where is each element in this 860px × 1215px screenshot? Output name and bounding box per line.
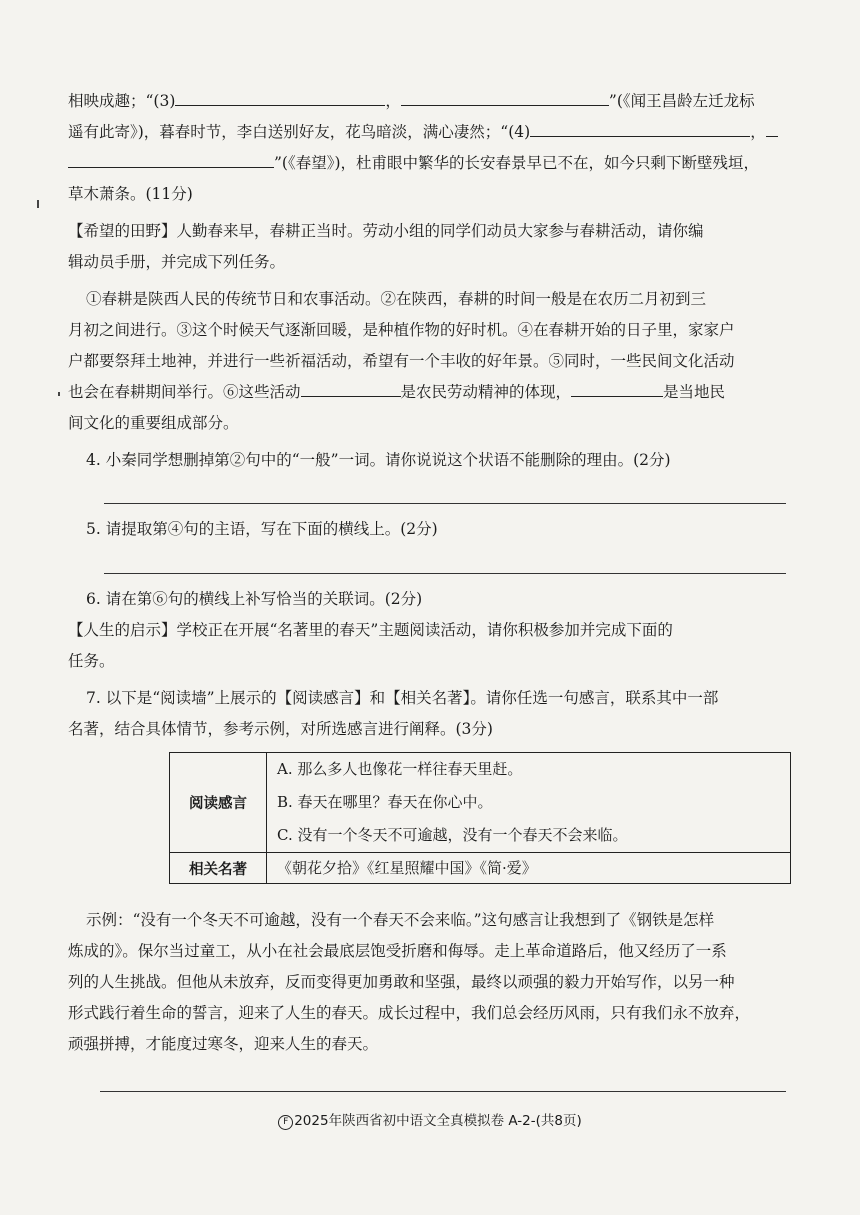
example-line-5: 顽强拼搏，才能度过寒冬，迎来人生的春天。 [68, 1035, 379, 1053]
option-c: C. 没有一个冬天不可逾越，没有一个春天不会来临。 [277, 826, 628, 844]
text: 相映成趣；“(3) [68, 92, 176, 110]
field-paragraph-3: 户都要祭拜土地神，并进行一些祈福活动，希望有一个丰收的好年景。⑤同时，一些民间文化活动 [68, 352, 735, 370]
table-header-reading: 阅读感言 [170, 753, 267, 853]
text: 也会在春耕期间举行。⑥这些活动 [68, 383, 301, 401]
table-header-books: 相关名著 [170, 853, 267, 884]
page-footer [0, 1109, 860, 1130]
poem-line-1 [68, 90, 796, 112]
field-intro-1: 【希望的田野】人勤春来早，春耕正当时。劳动小组的同学们动员大家参与春耕活动，请你编 [68, 222, 704, 240]
poem-line-4: 草木萧条。(11分) [68, 185, 193, 203]
text: ， [385, 92, 401, 110]
question-5-answer-line[interactable] [104, 573, 786, 574]
question-4: 4. 小秦同学想删掉第②句中的“一般”一词。请你说说这个状语不能删除的理由。(2分) [86, 451, 671, 469]
scan-mark [37, 200, 39, 208]
poem-line-3 [68, 152, 796, 174]
example-line-3: 列的人生挑战。但他从未放弃，反而变得更加勇敢和坚强，最终以顽强的毅力开始写作，以另一种 [68, 973, 735, 991]
field-paragraph-4 [68, 381, 796, 403]
question-7-line-2: 名著，结合具体情节，参考示例，对所选感言进行阐释。(3分) [68, 720, 493, 738]
text: 是当地民 [663, 383, 726, 401]
text: 遥有此寄》)，暮春时节，李白送别好友，花鸟暗淡，满心凄然；“(4) [68, 123, 531, 141]
answer-blank[interactable] [68, 152, 274, 168]
text: ， [750, 123, 766, 141]
question-5: 5. 请提取第④句的主语，写在下面的横线上。(2分) [86, 520, 438, 538]
example-line-4: 形式践行着生命的誓言，迎来了人生的春天。成长过程中，我们总会经历风雨，只有我们永不放弃， [68, 1004, 751, 1022]
field-paragraph-1: ①春耕是陕西人民的传统节日和农事活动。②在陕西，春耕的时间一般是在农历二月初到三 [86, 290, 707, 308]
question-6: 6. 请在第⑥句的横线上补写恰当的关联词。(2分) [86, 590, 423, 608]
text: 是农民劳动精神的体现， [400, 383, 572, 401]
option-a: A. 那么多人也像花一样往春天里赶。 [277, 760, 523, 778]
poem-line-2 [68, 121, 796, 143]
table-options-cell [267, 753, 791, 853]
answer-blank[interactable] [530, 121, 750, 137]
option-b: B. 春天在哪里？春天在你心中。 [277, 793, 493, 811]
text: ”(《闻王昌龄左迁龙标 [608, 92, 755, 110]
answer-blank[interactable] [401, 90, 609, 106]
answer-blank[interactable] [766, 121, 778, 137]
text: ”(《春望》)，杜甫眼中繁华的长安春景早已不在，如今只剩下断壁残垣， [274, 154, 760, 172]
circled-f-icon: F [278, 1115, 293, 1130]
footer-divider [100, 1091, 786, 1092]
field-intro-2: 辑动员手册，并完成下列任务。 [68, 253, 286, 271]
reading-table [169, 752, 791, 884]
field-paragraph-2: 月初之间进行。③这个时候天气逐渐回暖，是种植作物的好时机。④在春耕开始的日子里，家家户 [68, 321, 735, 339]
example-line-1: 示例：“没有一个冬天不可逾越，没有一个春天不会来临。”这句感言让我想到了《钢铁是怎样 [86, 911, 715, 929]
example-line-2: 炼成的》。保尔当过童工，从小在社会最底层饱受折磨和侮辱。走上革命道路后，他又经历了一系 [68, 942, 727, 960]
table-books: 《朝花夕拾》《红星照耀中国》《简·爱》 [267, 853, 791, 884]
answer-blank[interactable] [175, 90, 385, 106]
life-intro-2: 任务。 [68, 652, 115, 670]
scan-mark [58, 392, 60, 396]
question-4-answer-line[interactable] [104, 503, 786, 504]
conjunction-blank[interactable] [301, 381, 401, 397]
life-intro-1: 【人生的启示】学校正在开展“名著里的春天”主题阅读活动，请你积极参加并完成下面的 [68, 621, 673, 639]
footer-text: 2025年陕西省初中语文全真模拟卷 A-2-(共8页) [294, 1113, 582, 1129]
question-7-line-1: 7. 以下是“阅读墙”上展示的【阅读感言】和【相关名著】。请你任选一句感言，联系其中一部 [86, 689, 719, 707]
field-paragraph-5: 间文化的重要组成部分。 [68, 414, 239, 432]
conjunction-blank[interactable] [571, 381, 663, 397]
